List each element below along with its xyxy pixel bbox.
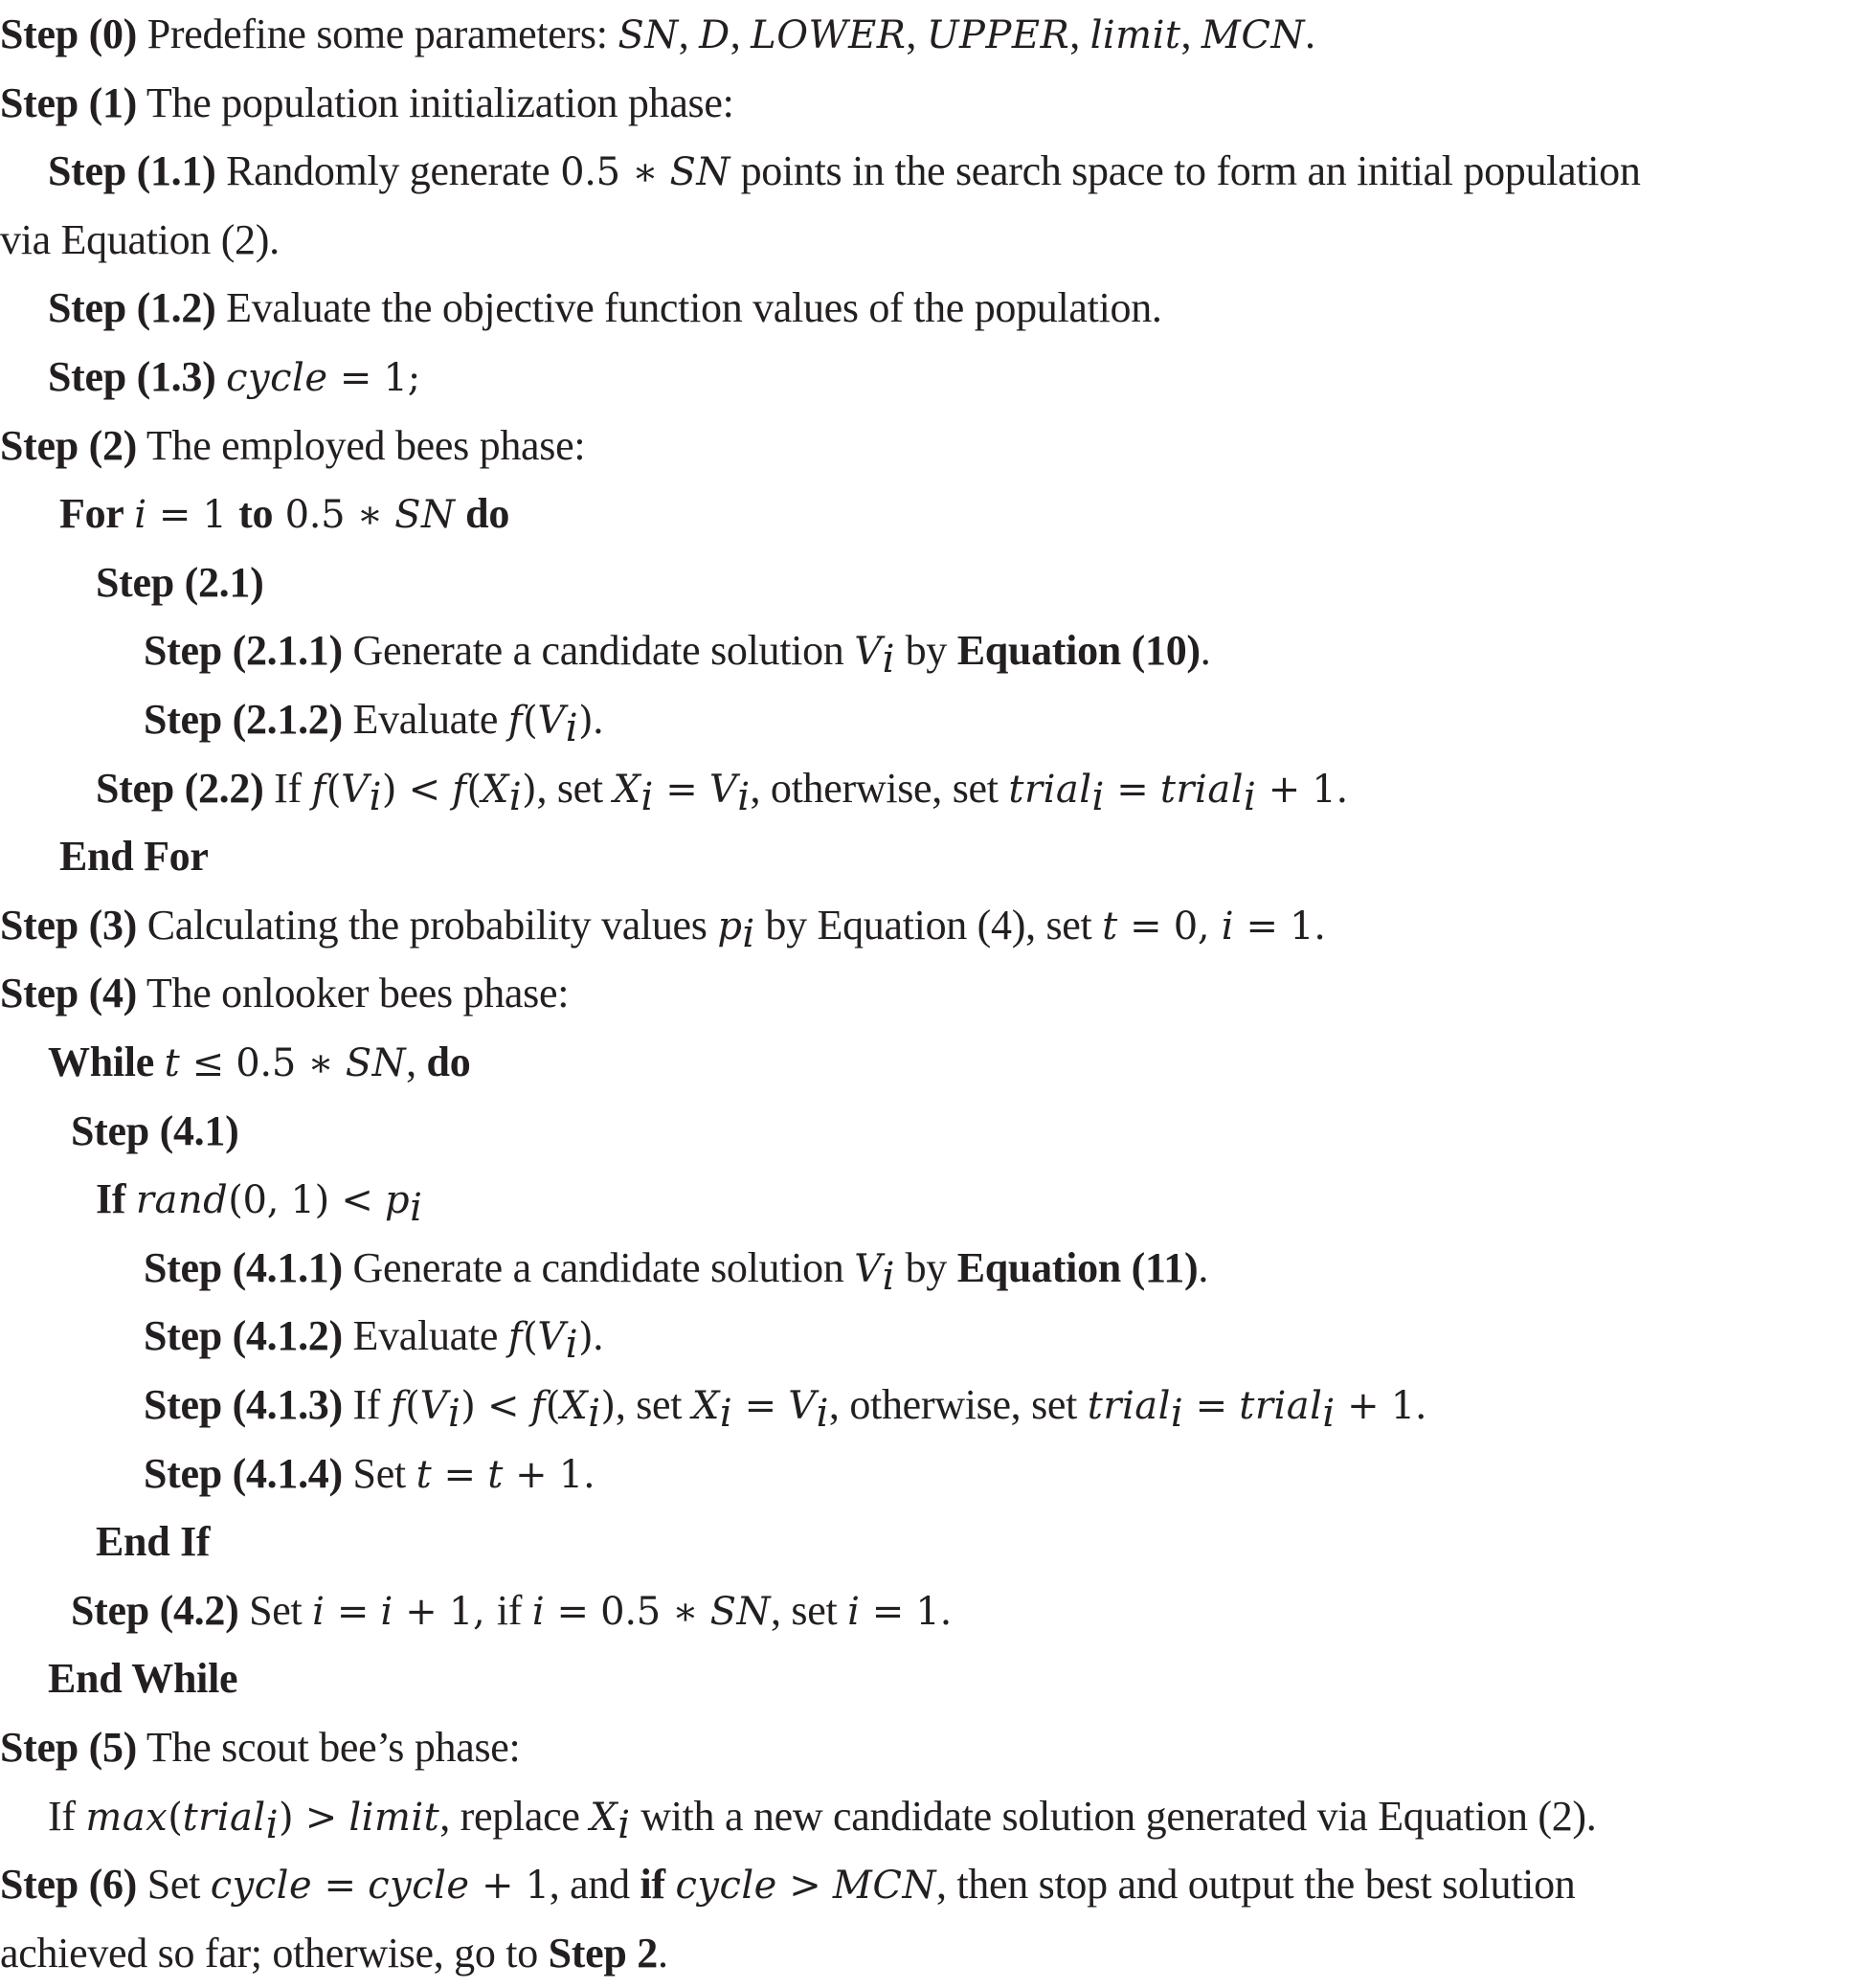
math-variable: cycle (675, 1864, 777, 1909)
math-variable: SN (618, 13, 679, 57)
math-variable: V (708, 767, 738, 812)
math-expression: = (432, 1452, 488, 1497)
math-variable: trial (1087, 1384, 1171, 1428)
math-variable: max (85, 1795, 168, 1840)
body-text (124, 490, 135, 537)
math-subscript: i (265, 1802, 279, 1847)
body-text: If (263, 764, 312, 812)
math-variable: rand (135, 1178, 229, 1223)
body-text: by (894, 1243, 957, 1291)
body-text: , otherwise, set (828, 1381, 1088, 1428)
algorithm-line (59, 822, 209, 891)
math-variable: V (854, 1246, 883, 1291)
keyword-bold: to (238, 490, 274, 538)
body-text: Set (238, 1586, 313, 1634)
math-expression: ( (168, 1795, 183, 1840)
body-text: Evaluate (342, 696, 508, 743)
math-expression: ) > (279, 1795, 349, 1840)
body-text: , set (771, 1586, 848, 1634)
math-variable: SN (709, 1589, 772, 1634)
body-text: . (593, 696, 604, 743)
math-subscript: i (447, 1392, 461, 1436)
body-text: . (1198, 1243, 1209, 1291)
math-expression: 0.5 ∗ (273, 493, 395, 538)
math-variable: V (788, 1384, 817, 1428)
keyword-bold: Step (5) (0, 1724, 138, 1771)
math-variable: SN (394, 493, 456, 538)
math-variable: f (507, 1315, 524, 1360)
body-text: Generate a candidate solution (342, 1243, 855, 1291)
math-variable: X (481, 767, 509, 812)
math-subscript: i (882, 1254, 895, 1299)
keyword-bold: Step (2) (0, 421, 138, 469)
math-variable: i (1221, 904, 1235, 949)
math-expression: + 1. (1335, 1384, 1427, 1428)
math-variable: f (390, 1384, 406, 1428)
math-variable: p (385, 1178, 411, 1223)
math-variable: f (530, 1384, 546, 1428)
keyword-bold: End For (59, 833, 209, 881)
keyword-bold: End If (96, 1518, 211, 1566)
body-text: , otherwise, set (750, 764, 1009, 812)
math-subscript: i (508, 774, 523, 819)
body-text: Randomly generate (215, 147, 561, 195)
keyword-bold: Step (4.1.4) (144, 1449, 343, 1497)
math-subscript: i (882, 637, 895, 682)
math-expression: ) (578, 1315, 594, 1360)
math-subscript: i (1170, 1392, 1184, 1436)
math-subscript: i (737, 774, 751, 819)
math-variable: V (537, 1315, 566, 1360)
body-text: Set (342, 1449, 416, 1497)
algorithm-line (144, 1440, 595, 1508)
math-expression: = 0.5 ∗ (545, 1589, 710, 1634)
math-expression: = 1. (1234, 904, 1326, 949)
body-text: , (1180, 11, 1201, 57)
math-variable: f (311, 767, 326, 812)
math-expression: ) < (381, 767, 453, 812)
math-variable: t (487, 1452, 504, 1497)
math-variable: i (312, 1589, 326, 1634)
math-expression: ( (405, 1384, 420, 1428)
body-text: , (678, 11, 700, 57)
math-subscript: i (410, 1186, 423, 1231)
keyword-bold: Step (4.1.1) (144, 1243, 343, 1291)
body-text: with a new candidate solution generated via Equation (2). (630, 1792, 1597, 1840)
math-expression: = (325, 1589, 381, 1634)
math-expression: ) < (460, 1384, 531, 1428)
body-text: , (730, 11, 752, 57)
math-variable: cycle (210, 1864, 313, 1909)
body-text: . (657, 1929, 668, 1977)
body-text: If (342, 1381, 391, 1428)
algorithm-line (144, 685, 603, 754)
keyword-bold: Step (4.1) (71, 1106, 239, 1154)
math-variable: t (415, 1452, 433, 1497)
body-text: , (906, 11, 927, 57)
algorithm-line (48, 1782, 1596, 1851)
algorithm-line (0, 69, 734, 138)
math-expression: ≤ 0.5 ∗ (180, 1041, 346, 1085)
keyword-bold: If (96, 1175, 126, 1223)
math-expression: = (1183, 1384, 1240, 1428)
keyword-bold: Step (1.2) (48, 284, 216, 332)
math-subscript: i (618, 1802, 631, 1847)
math-variable: f (507, 699, 524, 743)
math-expression: = (1104, 767, 1160, 812)
math-variable: t (164, 1041, 181, 1085)
math-expression: > (776, 1864, 833, 1909)
algorithm-line (48, 137, 1641, 206)
algorithm-line (96, 548, 263, 617)
keyword-bold: do (426, 1039, 471, 1085)
math-expression: ( (326, 767, 342, 812)
keyword-bold: Step (4) (0, 970, 138, 1017)
body-text: . (1304, 11, 1315, 57)
keyword-bold: For (59, 490, 124, 538)
math-variable: trial (182, 1795, 266, 1840)
algorithm-line (0, 891, 1326, 960)
body-text: , then stop and output the best solution (935, 1861, 1576, 1909)
math-variable: D (699, 13, 730, 57)
keyword-bold: Step (1.1) (48, 147, 216, 195)
body-text: , and (549, 1861, 640, 1909)
math-subscript: i (1244, 774, 1257, 819)
math-expression: = (312, 1864, 369, 1909)
math-subscript: i (588, 1392, 601, 1436)
math-subscript: i (816, 1392, 829, 1436)
math-expression: + 1, (393, 1589, 497, 1634)
math-expression: ) (578, 699, 594, 743)
body-text (455, 490, 465, 537)
algorithm-line (48, 1028, 470, 1097)
body-text: , (1069, 11, 1090, 57)
body-text: , (406, 1039, 427, 1085)
math-variable: LOWER (751, 13, 907, 57)
math-variable: i (380, 1589, 393, 1634)
algorithm-line (59, 480, 509, 548)
math-expression: ( (545, 1384, 561, 1428)
algorithm-line (0, 1713, 520, 1782)
algorithm-line (71, 1097, 238, 1166)
keyword-bold: do (465, 490, 510, 538)
body-text (215, 353, 226, 400)
keyword-bold: Equation (10) (956, 627, 1201, 675)
keyword-bold: Step (1.3) (48, 353, 216, 400)
keyword-bold: Step (4.1.2) (144, 1312, 343, 1360)
body-text: The scout bee’s phase: (137, 1724, 521, 1771)
body-text: Set (137, 1861, 211, 1909)
math-expression: ( (523, 699, 538, 743)
body-text: achieved so far; otherwise, go to (0, 1929, 549, 1977)
body-text: , set (615, 1381, 692, 1428)
algorithm-line (48, 1644, 237, 1713)
math-subscript: i (565, 706, 579, 750)
algorithm-line (144, 1234, 1208, 1303)
math-variable: t (1102, 904, 1118, 949)
math-subscript: i (1091, 774, 1105, 819)
body-text: The onlooker bees phase: (137, 970, 570, 1017)
body-text: . (593, 1312, 604, 1360)
body-text: by (894, 627, 957, 675)
math-variable: trial (1239, 1384, 1323, 1428)
math-variable: limit (1089, 13, 1181, 57)
body-text: , replace (439, 1792, 591, 1840)
algorithm-line (48, 274, 1162, 343)
algorithm-line (96, 1508, 210, 1576)
algorithm-line (71, 1576, 952, 1645)
math-expression: = (732, 1384, 789, 1428)
body-text: by Equation (4), set (754, 901, 1103, 949)
math-expression: = (653, 767, 709, 812)
keyword-bold: if (640, 1861, 665, 1909)
math-expression: = 1; (327, 356, 420, 400)
algorithm-line (0, 1919, 668, 1988)
keyword-bold: Step (3) (0, 901, 138, 949)
math-subscript: i (1322, 1392, 1336, 1436)
keyword-bold: Equation (11) (956, 1243, 1199, 1291)
keyword-bold: Step (0) (0, 11, 138, 57)
math-variable: cycle (368, 1864, 470, 1909)
algorithm-line (144, 1371, 1426, 1440)
math-variable: UPPER (926, 13, 1070, 57)
math-variable: f (452, 767, 467, 812)
math-expression: = 1. (860, 1589, 953, 1634)
keyword-bold: Step (2.2) (96, 764, 264, 812)
math-expression: = 0, (1117, 904, 1222, 949)
algorithm-line (96, 754, 1348, 823)
math-subscript: i (640, 774, 654, 819)
math-variable: trial (1159, 767, 1244, 812)
body-text: Evaluate the objective function values of the population. (215, 284, 1162, 332)
keyword-bold: End While (48, 1655, 238, 1703)
math-variable: trial (1008, 767, 1092, 812)
body-text: The population initialization phase: (137, 78, 734, 126)
math-expression: + 1. (503, 1452, 595, 1497)
keyword-bold: Step (2.1.2) (144, 696, 343, 743)
body-text: Calculating the probability values (137, 901, 718, 949)
body-text: points in the search space to form an initial population (730, 147, 1641, 195)
algorithm-line (96, 1165, 422, 1234)
math-subscript: i (742, 911, 755, 956)
math-variable: limit (348, 1795, 440, 1840)
math-subscript: i (369, 774, 382, 819)
math-expression: + 1 (469, 1864, 550, 1909)
math-variable: V (341, 767, 370, 812)
math-variable: X (590, 1795, 618, 1840)
math-expression: = 1 (146, 493, 239, 538)
math-variable: V (537, 699, 566, 743)
body-text: If (48, 1792, 86, 1840)
math-variable: X (613, 767, 641, 812)
keyword-bold: Step (4.2) (71, 1586, 239, 1634)
math-expression: ) (522, 767, 537, 812)
body-text: . (1200, 627, 1211, 675)
body-text (154, 1039, 165, 1085)
math-variable: X (691, 1384, 720, 1428)
keyword-bold: Step (4.1.3) (144, 1381, 343, 1428)
math-variable: SN (345, 1041, 407, 1085)
body-text: Generate a candidate solution (342, 627, 855, 675)
math-expression: (0, 1) < (228, 1178, 386, 1223)
algorithm-line (0, 0, 1315, 69)
keyword-bold: Step (1) (0, 78, 138, 126)
math-variable: V (854, 630, 883, 675)
body-text: via Equation (2). (0, 215, 280, 263)
math-expression: ) (600, 1384, 616, 1428)
body-text: The employed bees phase: (137, 421, 586, 469)
math-variable: MCN (832, 1864, 936, 1909)
body-text: if (496, 1586, 532, 1634)
math-variable: i (531, 1589, 546, 1634)
algorithm-line (0, 206, 280, 275)
algorithm-line (0, 1850, 1575, 1919)
body-text: Evaluate (342, 1312, 508, 1360)
math-variable: i (134, 493, 147, 538)
math-variable: p (717, 904, 743, 949)
body-text (665, 1861, 676, 1908)
math-variable: X (560, 1384, 589, 1428)
body-text (125, 1175, 136, 1222)
keyword-bold: Step (2.1) (96, 558, 264, 606)
math-variable: i (847, 1589, 861, 1634)
keyword-bold: While (48, 1039, 154, 1085)
algorithm-line (48, 343, 420, 412)
math-subscript: i (719, 1392, 733, 1436)
keyword-bold: Step (2.1.1) (144, 627, 343, 675)
math-expression: 0.5 ∗ (560, 150, 670, 195)
math-variable: cycle (226, 356, 328, 400)
algorithm-line (144, 616, 1210, 685)
math-expression: ( (466, 767, 482, 812)
keyword-bold: Step (6) (0, 1861, 138, 1909)
math-variable: SN (669, 150, 730, 195)
algorithm-line (0, 959, 569, 1028)
math-subscript: i (565, 1323, 579, 1368)
keyword-bold: Step 2 (548, 1929, 658, 1977)
math-expression: + 1. (1256, 767, 1348, 812)
math-variable: V (419, 1384, 448, 1428)
math-expression: ( (523, 1315, 538, 1360)
body-text: , set (536, 764, 614, 812)
body-text: Predefine some parameters: (137, 11, 618, 57)
algorithm-line (0, 412, 585, 480)
math-variable: MCN (1201, 13, 1305, 57)
algorithm-line (144, 1302, 603, 1371)
